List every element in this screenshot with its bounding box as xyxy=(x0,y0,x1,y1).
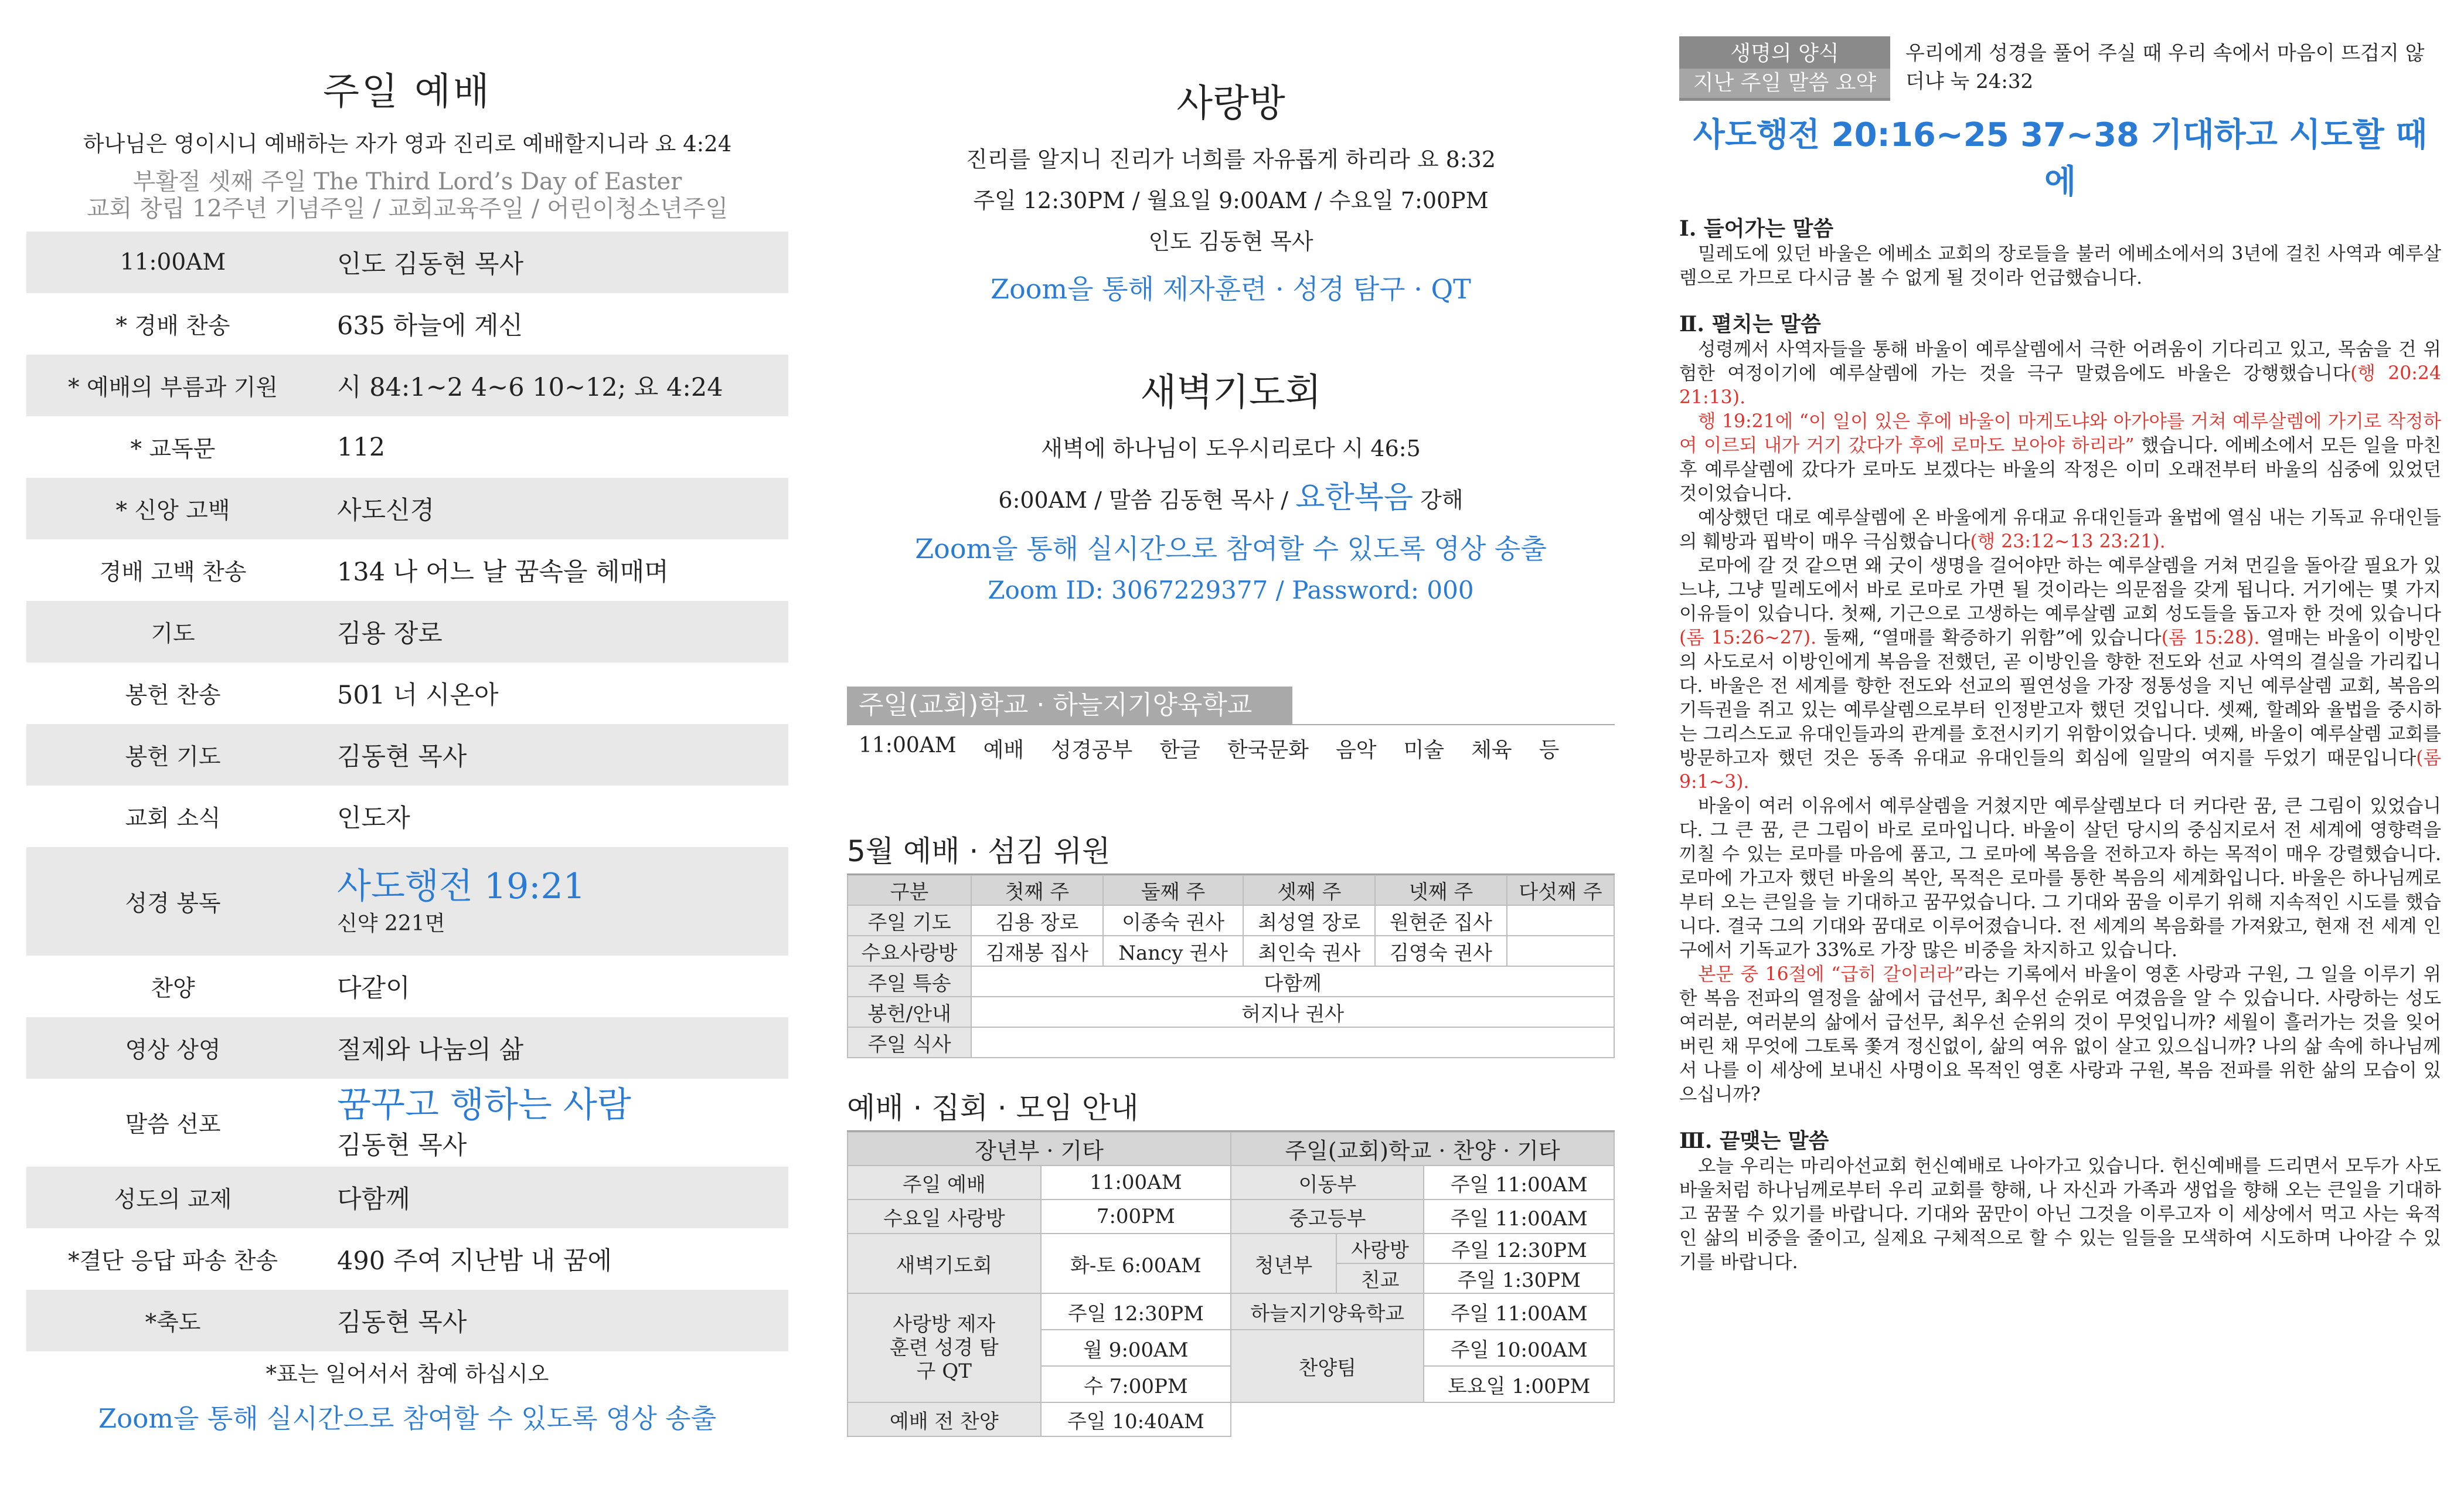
order-value: 490 주여 지난밤 내 꿈에 xyxy=(337,1246,612,1276)
table-cell: 주일 예배 xyxy=(848,1166,1041,1200)
gatherings-table xyxy=(847,1132,1615,1437)
school-section xyxy=(847,687,1615,763)
order-label: 기도 xyxy=(151,620,195,647)
table-cell: 주일 식사 xyxy=(848,1027,971,1058)
table-cell: 김재봉 집사 xyxy=(971,936,1103,966)
table-cell: 주일 기도 xyxy=(848,905,971,936)
paragraph: 밀레도에 있던 바울은 에베소 교회의 장로들을 불러 에베소에서의 3년에 걸친 사역과 예루살렘으로 가므로 다시금 볼 수 없게 될 것이라 언급했습니다. xyxy=(1679,243,2441,288)
text-run: 했습니다. 에베소에서 모든 일을 마친 후 예루살렘에 갔다가 로마도 보겠다는 바울의 작정은 이미 오래전부터 바울의 심중에 있었던 것이었습니다. xyxy=(1679,435,2441,504)
worship-subtitle-1: 부활절 셋째 주일 The Third Lord’s Day of Easter xyxy=(132,168,682,195)
section-heading: Ⅱ. 펼치는 말씀 xyxy=(1679,312,1821,337)
table-cell: 다함께 xyxy=(971,966,1614,997)
paragraph xyxy=(1679,554,2441,794)
order-value: 다함께 xyxy=(337,1185,410,1214)
table-cell: 주일 11:00AM xyxy=(1424,1293,1614,1330)
sarangbang-leader: 인도 김동현 목사 xyxy=(1148,229,1313,254)
text-run: 라는 기록에서 바울이 영혼 사랑과 구원, 그 일을 이루기 위한 복음 전파의 열정을 삶에서 급선무, 최우선 순위로 여겼음을 알 수 있습니다. 사랑하는 성도 여러분, 여러분의 삶에서 급선무, 최우선 순위의 것이 무엇입니까? 세월이 흘러가는 것을 잊어버린 채 무엇에 그토록 쫓겨 정신없이, 삶의 여유 없이 살고 있으십니까? 나의 삶 속에 하나님께서 나를 이 세상에 보내신 사명이요 목적인 영혼 사랑과 구원, 복음 전파를 위한 삶의 모습이 있으십니까? xyxy=(1679,964,2442,1105)
order-row xyxy=(26,1290,788,1351)
sermon-row xyxy=(26,1079,788,1167)
paragraph xyxy=(1679,338,2441,410)
order-value: 절제와 나눔의 삶 xyxy=(337,1035,524,1065)
paragraph xyxy=(1679,506,2441,554)
order-label: * 신앙 고백 xyxy=(115,497,230,524)
summary-quote: 우리에게 성경을 풀어 주실 때 우리 속에서 마음이 뜨겁지 않더냐 눅 24:32 xyxy=(1905,42,2425,93)
order-label: * 예배의 부름과 기원 xyxy=(67,374,278,401)
school-item: 미술 xyxy=(1403,738,1445,762)
table-cell: 주일 11:00AM xyxy=(1424,1166,1614,1200)
table-cell: 사랑방 xyxy=(1336,1234,1424,1263)
table-header: 셋째 주 xyxy=(1243,875,1375,905)
table-cell: 주일 1:30PM xyxy=(1424,1263,1614,1293)
table-cell: 청년부 xyxy=(1231,1234,1336,1293)
table-cell: 새벽기도회 xyxy=(848,1234,1041,1293)
table-cell: 이동부 xyxy=(1231,1166,1424,1200)
order-label: 경배 고백 찬송 xyxy=(99,559,247,586)
order-row xyxy=(26,662,788,724)
order-row xyxy=(26,1228,788,1290)
sarangbang-time: 주일 12:30PM / 월요일 9:00AM / 수요일 7:00PM xyxy=(973,188,1489,213)
order-value: 김동현 목사 xyxy=(337,1308,467,1337)
table-cell: Nancy 권사 xyxy=(1103,936,1244,966)
table-cell: 최인숙 권사 xyxy=(1243,936,1375,966)
order-row xyxy=(26,478,788,539)
order-label: 11:00AM xyxy=(120,249,226,276)
table-cell: 수 7:00PM xyxy=(1041,1366,1231,1402)
school-item: 성경공부 xyxy=(1051,738,1133,762)
table-row xyxy=(848,997,1614,1027)
dawn-time-text: 6:00AM / 말씀 김동현 목사 / xyxy=(998,487,1289,513)
text-run: 둘째, “열매를 확증하기 위함”에 있습니다 xyxy=(1816,627,2162,648)
dawn-zoom-id: Zoom ID: 3067229377 / Password: 000 xyxy=(988,576,1474,604)
sermon-preacher: 김동현 목사 xyxy=(337,1130,467,1160)
table-cell: 주일 12:30PM xyxy=(1041,1293,1231,1330)
table-header: 주일(교회)학교 · 찬양 · 기타 xyxy=(1231,1132,1614,1166)
table-header: 첫째 주 xyxy=(971,875,1103,905)
scripture-reading-row xyxy=(26,847,788,956)
scripture-reading xyxy=(319,866,788,937)
committee-section xyxy=(847,828,1615,1058)
summary-title: 사도행전 20:16~25 37~38 기대하고 시도할 때에 xyxy=(1693,116,2428,201)
order-row xyxy=(26,724,788,786)
table-cell: 찬양팀 xyxy=(1231,1330,1424,1402)
sermon-summary-column xyxy=(1679,36,2441,1275)
badge-title: 생명의 양식 xyxy=(1730,42,1839,66)
paragraph: 바울이 여러 이유에서 예루살렘을 거쳤지만 예루살렘보다 더 커다란 꿈, 큰 그림이 있었습니다. 그 큰 꿈, 큰 그림이 바로 로마입니다. 바울이 살던 당시의 중심지로서 전 세계에 영향력을 끼칠 수 있는 로마를 마음에 품고, 그 로마에 복음을 전하고자 하는 목적이 매우 강렬했습니다. 로마에 가고자 했던 바울의 복안, 목적은 로마를 통한 복음의 세계화입니다. 바울은 하나님께로부터 오는 큰일을 늘 기대하고 꿈꾸었습니다. 그 기대와 꿈을 이루기 위해 지속적인 시도를 했습니다. 결국 그의 기대와 꿈대로 이루어졌습니다. 전 세계의 복음화를 가져왔고, 현재 전 세계 인구에서 기독교가 33%로 가장 많은 비중을 차지하고 있습니다. xyxy=(1679,796,2441,961)
table-cell: 토요일 1:00PM xyxy=(1424,1366,1614,1402)
table-cell: 11:00AM xyxy=(1041,1166,1231,1200)
order-value: 인도자 xyxy=(337,804,410,833)
order-row xyxy=(26,293,788,355)
ministry-column xyxy=(847,0,1615,1437)
gatherings-section xyxy=(847,1085,1615,1437)
text-run: 열매는 바울이 이방인의 사도로서 이방인에게 복음을 전했던, 곧 이방인을 향한 전도와 선교 사역의 결실을 가리킵니다. 바울은 전 세계를 향한 전도와 선교의 필연성을 가장 정통성을 지닌 예루살렘 교회, 복음의 기득권을 쥐고 있는 예루살렘으로부터 인정받고자 했던 것입니다. 셋째, 할례와 율법을 중시하는 그리스도교 유대인들과의 관계를 호전시키기 위함이었습니다. 넷째, 바울이 예루살렘 교회를 방문하고자 했던 것은 동족 유대교 유대인들의 회심에 일말의 여지를 두었기 때문입니다 xyxy=(1679,627,2442,769)
order-value: 시 84:1~2 4~6 10~12; 요 4:24 xyxy=(337,373,723,402)
table-row xyxy=(848,936,1614,966)
table-cell: 사랑방 제자훈련 성경 탐구 QT xyxy=(848,1293,1041,1402)
summary-badge xyxy=(1679,36,1890,101)
order-value: 다같이 xyxy=(337,974,410,1003)
table-cell: 수요일 사랑방 xyxy=(848,1200,1041,1234)
sarangbang-zoom: Zoom을 통해 제자훈련 · 성경 탐구 · QT xyxy=(991,273,1471,305)
dawn-prayer-title: 새벽기도회 xyxy=(1140,371,1322,414)
zoom-notice: Zoom을 통해 실시간으로 참여할 수 있도록 영상 송출 xyxy=(98,1403,717,1434)
paragraph xyxy=(1679,410,2441,506)
order-row xyxy=(26,539,788,601)
scripture-quote: 본문 중 16절에 “급히 갈이러라” xyxy=(1698,964,1964,985)
table-cell: 월 9:00AM xyxy=(1041,1330,1231,1366)
worship-subtitle-2: 교회 창립 12주년 기념주일 / 교회교육주일 / 어린이청소년주일 xyxy=(86,195,729,222)
worship-order-list xyxy=(26,232,788,1351)
dawn-prayer-time xyxy=(847,477,1615,521)
table-header: 둘째 주 xyxy=(1103,875,1244,905)
order-value: 김용 장로 xyxy=(337,619,443,648)
sarangbang-verse: 진리를 알지니 진리가 너희를 자유롭게 하리라 요 8:32 xyxy=(965,147,1496,172)
dawn-time-suffix: 강해 xyxy=(1420,487,1464,513)
paragraph: 오늘 우리는 마리아선교회 헌신예배로 나아가고 있습니다. 헌신예배를 드리면서 모두가 사도 바울처럼 하나님께로부터 우리 교회를 향해, 나 자신과 가족과 생업을 향해 오는 큰일을 기대하고 꿈꿀 수 있기를 바랍니다. 기대와 꿈만이 아닌 그것을 이루고자 이 세상에서 먹고 사는 육적인 삶의 비중을 줄이고, 실제요 구체적으로 할 수 있는 일들을 모색하여 시도하며 나아갈 수 있기를 바랍니다. xyxy=(1679,1156,2441,1273)
table-cell: 주일 10:00AM xyxy=(1424,1330,1614,1366)
table-cell: 원현준 집사 xyxy=(1375,905,1507,936)
table-cell: 중고등부 xyxy=(1231,1200,1424,1234)
table-cell: 수요사랑방 xyxy=(848,936,971,966)
scripture-ref: (행 23:12~13 23:21). xyxy=(1970,531,2166,552)
worship-verse: 하나님은 영이시니 예배하는 자가 영과 진리로 예배할지니라 요 4:24 xyxy=(83,131,732,157)
school-item: 등 xyxy=(1539,738,1560,762)
table-cell xyxy=(971,1027,1614,1058)
order-value: 635 하늘에 계신 xyxy=(337,311,523,341)
dawn-book: 요한복음 xyxy=(1295,480,1414,515)
table-cell: 허지나 권사 xyxy=(971,997,1614,1027)
order-value: 112 xyxy=(337,432,386,462)
school-item: 한글 xyxy=(1159,738,1200,762)
order-value: 501 너 시온아 xyxy=(337,681,499,710)
order-label: 교회 소식 xyxy=(125,805,221,832)
school-item: 11:00AM xyxy=(859,733,957,757)
order-label: 성도의 교제 xyxy=(114,1186,232,1213)
table-row xyxy=(848,905,1614,936)
scripture-ref: (롬 15:28). xyxy=(2161,627,2260,648)
order-value: 김동현 목사 xyxy=(337,742,467,772)
table-cell: 7:00PM xyxy=(1041,1200,1231,1234)
school-title: 주일(교회)학교 · 하늘지기양육학교 xyxy=(847,687,1292,724)
worship-order-column xyxy=(26,0,788,1435)
table-cell: 봉헌/안내 xyxy=(848,997,971,1027)
dawn-prayer-verse: 새벽에 하나님이 도우시리로다 시 46:5 xyxy=(1041,436,1421,461)
table-cell: 김용 장로 xyxy=(971,905,1103,936)
scripture-quote: 행 19:21에 “이 일이 있은 후에 바울이 마게도냐와 아가야를 거쳐 예루살렘에 가기로 작정하여 이르되 내가 거기 갔다가 후에 로마도 보아야 하리라” xyxy=(1679,411,2441,456)
text-run: 성령께서 사역자들을 통해 바울이 예루살렘에서 극한 어려움이 기다리고 있고, 목숨을 건 위험한 여정이기에 예루살렘에 가는 것을 극구 말렸음에도 바울은 강행했습니다 xyxy=(1679,339,2441,384)
order-label: 봉헌 기도 xyxy=(125,743,221,770)
table-cell: 하늘지기양육학교 xyxy=(1231,1293,1424,1330)
scripture-ref: (롬 15:26~27). xyxy=(1679,627,1817,648)
order-label: 성경 봉독 xyxy=(125,890,221,917)
order-label: * 경배 찬송 xyxy=(115,312,230,339)
table-cell: 예배 전 찬양 xyxy=(848,1402,1041,1436)
scripture-reference: 사도행전 19:21 xyxy=(337,866,586,907)
badge-subtitle: 지난 주일 말씀 요약 xyxy=(1679,69,1890,98)
table-header: 넷째 주 xyxy=(1375,875,1507,905)
order-value: 사도신경 xyxy=(337,496,435,525)
order-row xyxy=(26,786,788,847)
scripture-ref: (롬 9:1~3). xyxy=(1679,748,2441,793)
order-row xyxy=(26,1167,788,1228)
school-item: 음악 xyxy=(1335,738,1377,762)
table-cell: 화-토 6:00AM xyxy=(1041,1234,1231,1293)
table-row xyxy=(848,1027,1614,1058)
gatherings-title: 예배 · 집회 · 모임 안내 xyxy=(847,1085,1615,1132)
order-row xyxy=(26,232,788,293)
order-label: 영상 상영 xyxy=(125,1037,221,1064)
worship-title: 주일 예배 xyxy=(323,70,492,114)
order-label: 찬양 xyxy=(151,975,195,1002)
table-cell: 김영숙 권사 xyxy=(1375,936,1507,966)
order-label: *결단 응답 파송 찬송 xyxy=(67,1248,278,1275)
scripture-page: 신약 221면 xyxy=(337,912,445,936)
table-header: 장년부 · 기타 xyxy=(848,1132,1231,1166)
sermon-title: 꿈꾸고 행하는 사람 xyxy=(337,1084,631,1126)
committee-table xyxy=(847,875,1615,1058)
table-cell: 이종숙 권사 xyxy=(1103,905,1244,936)
sermon xyxy=(319,1085,788,1161)
committee-title: 5월 예배 · 섬김 위원 xyxy=(847,828,1615,875)
order-label: 봉헌 찬송 xyxy=(125,682,221,709)
order-label: * 교독문 xyxy=(130,436,216,463)
order-value: 134 나 어느 날 꿈속을 헤매며 xyxy=(337,558,669,587)
standing-note: *표는 일어서서 참예 하십시오 xyxy=(266,1361,549,1387)
order-row xyxy=(26,956,788,1017)
order-row xyxy=(26,1017,788,1079)
order-value: 인도 김동현 목사 xyxy=(337,250,524,279)
section-heading: Ⅰ. 들어가는 말씀 xyxy=(1679,216,1834,241)
summary-header xyxy=(1679,36,2441,101)
school-item: 한국문화 xyxy=(1227,738,1309,762)
order-row xyxy=(26,416,788,478)
dawn-zoom: Zoom을 통해 실시간으로 참여할 수 있도록 영상 송출 xyxy=(915,533,1547,565)
table-cell xyxy=(1507,936,1614,966)
table-header: 구분 xyxy=(848,875,971,905)
table-row xyxy=(848,966,1614,997)
paragraph xyxy=(1679,963,2441,1107)
table-cell: 주일 12:30PM xyxy=(1424,1234,1614,1263)
section-heading: Ⅲ. 끝맺는 말씀 xyxy=(1679,1129,1829,1153)
school-item: 체육 xyxy=(1471,738,1512,762)
order-row xyxy=(26,355,788,416)
sarangbang-title: 사랑방 xyxy=(1176,82,1285,125)
scripture-ref: (행 20:24 21:13). xyxy=(1679,363,2441,408)
table-cell: 주일 10:40AM xyxy=(1041,1402,1231,1436)
order-row xyxy=(26,601,788,662)
table-cell: 친교 xyxy=(1336,1263,1424,1293)
table-cell: 주일 11:00AM xyxy=(1424,1200,1614,1234)
table-header: 다섯째 주 xyxy=(1507,875,1614,905)
school-schedule xyxy=(847,725,1615,763)
order-label: 말씀 선포 xyxy=(125,1112,221,1138)
table-cell xyxy=(1507,905,1614,936)
text-run: 로마에 갈 것 같으면 왜 굿이 생명을 걸어야만 하는 예루살렘을 거쳐 먼길을 돌아갈 필요가 있느냐, 그냥 밀레도에서 바로 로마로 가면 될 것이라는 의문점을 갖게 됩니다. 거기에는 몇 가지 이유들이 있습니다. 첫째, 기근으로 고생하는 예루살렘 교회 성도들을 돕고자 한 것에 있습니다 xyxy=(1679,555,2441,624)
order-label: *축도 xyxy=(145,1309,201,1336)
text-run: 예상했던 대로 예루살렘에 온 바울에게 유대교 유대인들과 율법에 열심 내는 기독교 유대인들의 훼방과 핍박이 매우 극심했습니다 xyxy=(1679,507,2441,552)
school-item: 예배 xyxy=(983,738,1025,762)
table-cell: 주일 특송 xyxy=(848,966,971,997)
table-cell: 최성열 장로 xyxy=(1243,905,1375,936)
